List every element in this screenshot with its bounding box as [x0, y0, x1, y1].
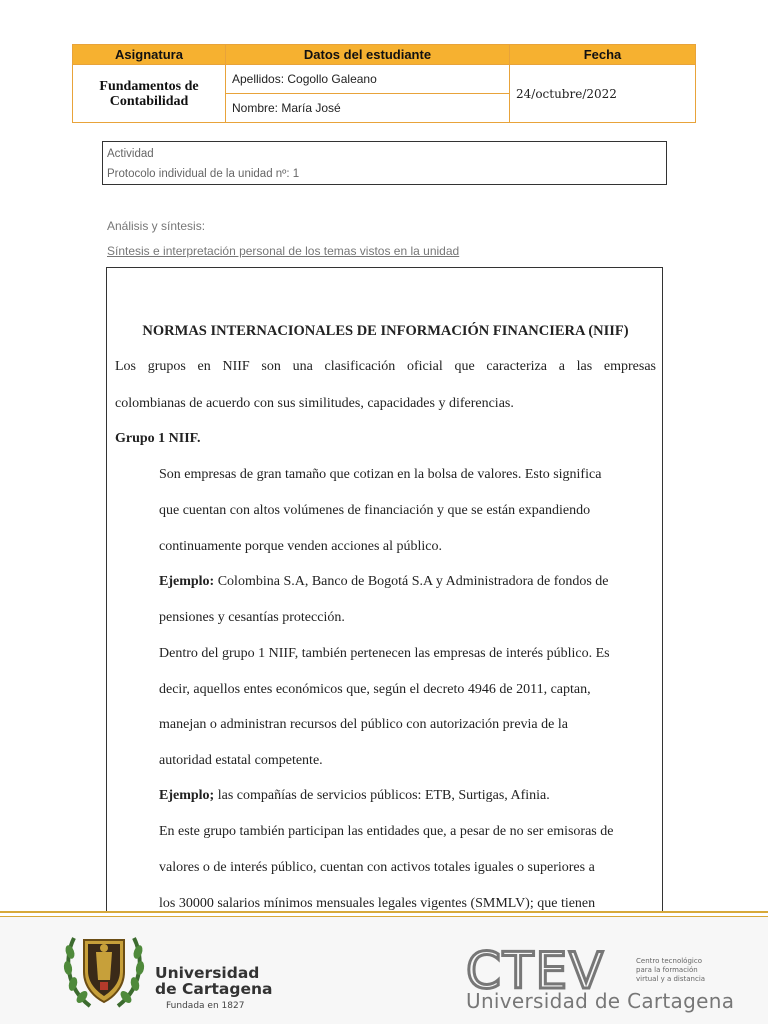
- intro-line-1: Los grupos en NIIF son una clasificación oficial que caracteriza a las empresas: [115, 359, 656, 374]
- ctev-tagline: [636, 957, 726, 984]
- ctev-tagline-1: Centro tecnológico: [636, 957, 702, 965]
- p2-line-4: autoridad estatal competente.: [159, 753, 323, 768]
- example1-text: Colombina S.A, Banco de Bogotá S.A y Administradora de fondos de: [214, 574, 609, 589]
- p2-line-3: manejan o administran recursos del público con autorización previa de la: [159, 717, 568, 732]
- subject-line-1: Fundamentos de: [99, 78, 199, 94]
- example2-text: las compañías de servicios públicos: ETB, Surtigas, Afinia.: [214, 788, 550, 803]
- footer-divider-top: [0, 911, 768, 913]
- subject-line-2: Contabilidad: [109, 93, 189, 109]
- ctev-university-name: Universidad de Cartagena: [466, 989, 735, 1013]
- p3-line-2: valores o de interés público, cuentan con activos totales iguales o superiores a: [159, 860, 595, 875]
- surname-cell: Apellidos: Cogollo Galeano: [226, 65, 510, 94]
- intro-line-2: colombianas de acuerdo con sus similitudes, capacidades y diferencias.: [115, 396, 514, 411]
- content-box: [106, 267, 663, 913]
- example1-line-1: [159, 574, 609, 590]
- university-crest-icon: [60, 928, 148, 1010]
- ctev-wordmark: CTEV: [466, 948, 606, 994]
- date-cell: 24/octubre/2022: [510, 65, 696, 123]
- example2-line: [159, 788, 550, 804]
- ctev-tagline-2: para la formación: [636, 966, 698, 974]
- activity-box: [102, 141, 667, 185]
- content-title: NORMAS INTERNACIONALES DE INFORMACIÓN FINANCIERA (NIIF): [142, 323, 629, 339]
- col-subject-header: Asignatura: [73, 45, 226, 65]
- footer-divider-bottom: [0, 916, 768, 917]
- p1-line-1: Son empresas de gran tamaño que cotizan en la bolsa de valores. Esto significa: [159, 467, 602, 482]
- p1-line-2: que cuentan con altos volúmenes de financiación y que se están expandiendo: [159, 503, 591, 518]
- p2-line-1: Dentro del grupo 1 NIIF, también pertenecen las empresas de interés público. Es: [159, 646, 610, 661]
- p2-line-2: decir, aquellos entes económicos que, según el decreto 4946 de 2011, captan,: [159, 682, 591, 697]
- example2-label: Ejemplo;: [159, 788, 215, 803]
- analysis-subtitle: Síntesis e interpretación personal de los temas vistos en la unidad: [107, 244, 460, 258]
- name-cell: Nombre: María José: [226, 94, 510, 123]
- header-table: [72, 44, 696, 123]
- col-date-header: Fecha: [510, 45, 696, 65]
- activity-label: Actividad: [107, 148, 154, 160]
- activity-value: Protocolo individual de la unidad nº: 1: [107, 168, 300, 180]
- university-founded: Fundada en 1827: [166, 1001, 245, 1011]
- group1-heading: Grupo 1 NIIF.: [115, 431, 201, 446]
- ctev-tagline-3: virtual y a distancia: [636, 975, 706, 983]
- example1-line-2: pensiones y cesantías protección.: [159, 610, 345, 625]
- analysis-label: Análisis y síntesis:: [107, 219, 206, 233]
- p3-line-3: los 30000 salarios mínimos mensuales legales vigentes (SMMLV); que tienen: [159, 896, 596, 911]
- subject-cell: [73, 65, 226, 123]
- col-student-header: Datos del estudiante: [226, 45, 510, 65]
- example1-label: Ejemplo:: [159, 574, 215, 589]
- university-name-line-1: Universidad: [155, 964, 260, 982]
- ctev-logo: [466, 948, 630, 994]
- university-name-line-2: de Cartagena: [155, 980, 273, 998]
- p1-line-3: continuamente porque venden acciones al público.: [159, 539, 443, 554]
- p3-line-1: En este grupo también participan las entidades que, a pesar de no ser emisoras de: [159, 824, 614, 839]
